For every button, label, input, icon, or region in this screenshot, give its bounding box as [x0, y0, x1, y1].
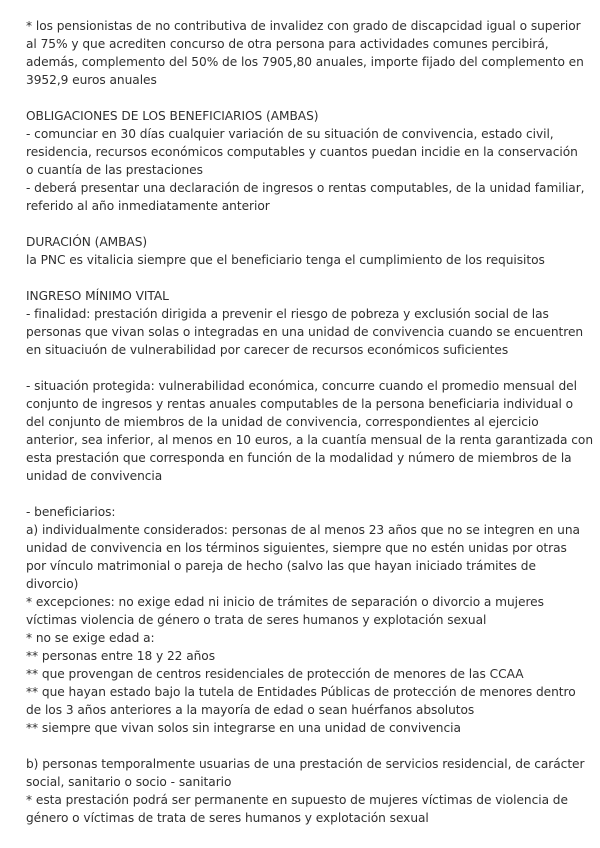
text-line: 3952,9 euros anuales: [26, 73, 157, 87]
text-line: - deberá presentar una declaración de ingresos o rentas computables, de la unidad familiar,: [26, 181, 585, 195]
paragraph-spacer: [26, 485, 582, 503]
paragraph-spacer: [26, 359, 582, 377]
text-line: ** que provengan de centros residenciales de protección de menores de las CCAA: [26, 667, 524, 681]
text-line: ** que hayan estado bajo la tutela de Entidades Públicas de protección de menores dentro: [26, 685, 576, 699]
text-line: personas que vivan solas o integradas en una unidad de convivencia cuando se encuentren: [26, 325, 584, 339]
paragraph-situacion-protegida: [26, 377, 594, 485]
paragraph-beneficiarios-b: [26, 755, 585, 827]
section-heading-duracion: DURACIÓN (AMBAS): [26, 235, 148, 249]
text-line: * esta prestación podrá ser permanente en supuesto de mujeres víctimas de violencia de: [26, 793, 568, 807]
text-line: - beneficiarios:: [26, 505, 116, 519]
section-duracion: [26, 233, 582, 269]
text-line: del conjunto de miembros de la unidad de convivencia, correspondientes al ejercicio: [26, 415, 539, 429]
text-line: * no se exige edad a:: [26, 631, 155, 645]
text-line: conjunto de ingresos y rentas anuales computables de la persona beneficiaria individual o: [26, 397, 574, 411]
text-line: la PNC es vitalicia siempre que el beneficiario tenga el cumplimiento de los requisitos: [26, 253, 545, 267]
text-line: ** personas entre 18 y 22 años: [26, 649, 215, 663]
text-line: además, complemento del 50% de los 7905,80 anuales, importe fijado del complemento en: [26, 55, 584, 69]
text-line: b) personas temporalmente usuarias de una prestación de servicios residencial, de carácter: [26, 757, 585, 771]
text-line: anterior, sea inferior, al menos en 10 euros, a la cuantía mensual de la renta garantizada con: [26, 433, 594, 447]
text-line: o cuantía de las prestaciones: [26, 163, 203, 177]
text-line: - finalidad: prestación dirigida a prevenir el riesgo de pobreza y exclusión social de las: [26, 307, 549, 321]
text-line: - situación protegida: vulnerabilidad económica, concurre cuando el promedio mensual del: [26, 379, 577, 393]
paragraph-spacer: [26, 215, 582, 233]
text-line: referido al año inmediatamente anterior: [26, 199, 270, 213]
text-line: víctimas violencia de género o trata de seres humanos y explotación sexual: [26, 613, 487, 627]
text-line: divorcio): [26, 577, 79, 591]
section-obligaciones: [26, 107, 585, 215]
text-line: de los 3 años anteriores a la mayoría de edad o sean huérfanos absolutos: [26, 703, 475, 717]
text-line: residencia, recursos económicos computables y cuantos puedan incidie en la conservación: [26, 145, 578, 159]
text-line: unidad de convivencia: [26, 469, 163, 483]
paragraph-spacer: [26, 737, 582, 755]
text-line: * los pensionistas de no contributiva de invalidez con grado de discapcidad igual o superior: [26, 19, 581, 33]
text-line: en situaciuón de vulnerabilidad por carecer de recursos económicos suficientes: [26, 343, 509, 357]
text-line: unidad de convivencia en los términos siguientes, siempre que no estén unidas por otras: [26, 541, 567, 555]
paragraph-pensionistas-invalidez: [26, 17, 582, 89]
section-heading-obligaciones: OBLIGACIONES DE LOS BENEFICIARIOS (AMBAS): [26, 109, 319, 123]
paragraph-spacer: [26, 89, 582, 107]
text-line: por vínculo matrimonial o pareja de hecho (salvo las que hayan iniciado trámites de: [26, 559, 536, 573]
text-line: * excepciones: no exige edad ni inicio de trámites de separación o divorcio a mujeres: [26, 595, 544, 609]
text-line: esta prestación que corresponda en función de la modalidad y número de miembros de la: [26, 451, 572, 465]
paragraph-spacer: [26, 269, 582, 287]
text-line: género o víctimas de trata de seres humanos y explotación sexual: [26, 811, 429, 825]
section-heading-ingreso-minimo-vital: INGRESO MÍNIMO VITAL: [26, 289, 169, 303]
text-line: ** siempre que vivan solos sin integrarse en una unidad de convivencia: [26, 721, 461, 735]
text-line: social, sanitario o socio - sanitario: [26, 775, 232, 789]
section-ingreso-minimo-vital: [26, 287, 582, 359]
paragraph-beneficiarios-a: [26, 503, 582, 737]
text-line: - comunciar en 30 días cualquier variación de su situación de convivencia, estado civil,: [26, 127, 554, 141]
document-page: [26, 17, 594, 827]
text-line: al 75% y que acrediten concurso de otra persona para actividades comunes percibirá,: [26, 37, 549, 51]
text-line: a) individualmente considerados: personas de al menos 23 años que no se integren en una: [26, 523, 580, 537]
